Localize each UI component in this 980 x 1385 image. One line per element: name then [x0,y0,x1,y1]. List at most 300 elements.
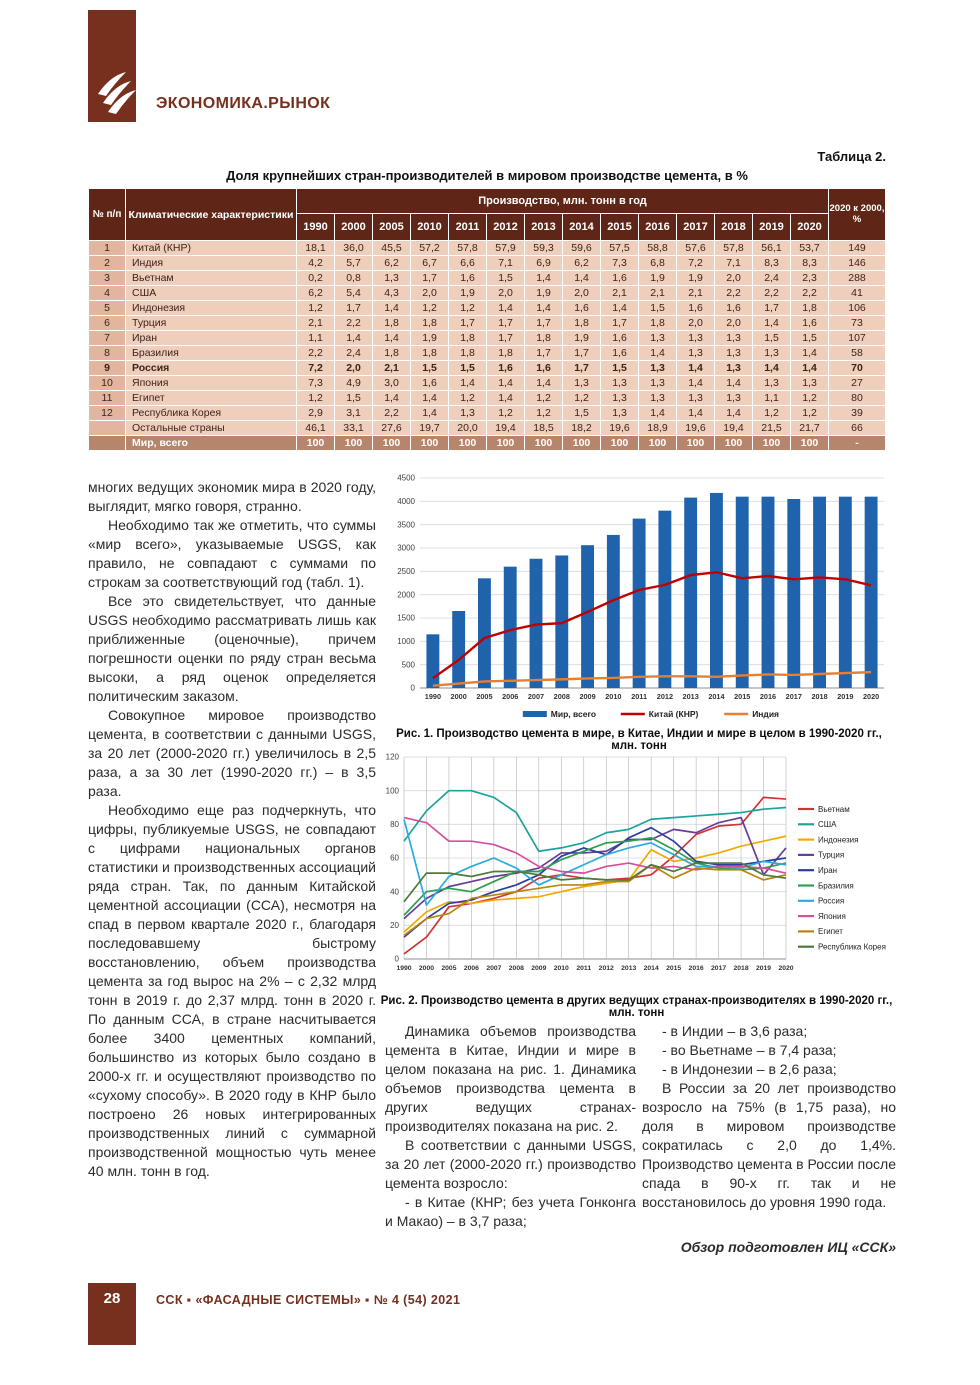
row-number-cell: 9 [89,361,126,376]
section-title: ЭКОНОМИКА.РЫНОК [156,95,331,112]
table-row [89,436,886,451]
value-cell: 57,5 [601,241,639,256]
value-cell: 6,2 [373,256,411,271]
country-name-cell: Турция [126,316,297,331]
value-cell: 2,2 [715,286,753,301]
value-cell: 1,8 [449,346,487,361]
value-cell: 0,8 [335,271,373,286]
country-name-cell: Индонезия [126,301,297,316]
value-cell: 1,8 [411,346,449,361]
value-cell: 1,4 [753,316,791,331]
value-cell: 100 [487,436,525,451]
value-cell: 1,3 [715,391,753,406]
row-number-cell [89,436,126,451]
value-cell: 100 [373,436,411,451]
value-cell: 1,3 [639,361,677,376]
table-header [89,189,886,241]
value-cell: 1,5 [753,331,791,346]
value-cell: 18,2 [563,421,601,436]
country-name-cell: Египет [126,391,297,406]
header-cell-number: № п/п [89,189,126,241]
value-cell: 1,7 [753,301,791,316]
value-cell: 2,1 [297,316,335,331]
svg-text:2007: 2007 [527,692,545,701]
country-name-cell: Республика Корея [126,406,297,421]
table-label: Таблица 2. [817,149,886,164]
value-cell: 1,5 [411,361,449,376]
value-cell: 6,2 [297,286,335,301]
year-header-cell: 2000 [335,214,373,241]
row-number-cell: 3 [89,271,126,286]
byline: Обзор подготовлен ИЦ «ССК» [680,1239,896,1255]
svg-text:2008: 2008 [553,692,570,701]
row-number-cell: 2 [89,256,126,271]
country-name-cell: Китай (КНР) [126,241,297,256]
value-cell: 5,4 [335,286,373,301]
value-cell: 1,3 [753,346,791,361]
paragraph: Необходимо так же отметить, что суммы «мир всего», указываемые USGS, как правило, не совпадают с суммами по строкам за соответствующий год (табл. 1). [88,517,376,590]
year-header-cell: 2012 [487,214,525,241]
svg-text:2014: 2014 [643,965,659,972]
legend-label: Бразилия [818,881,854,891]
value-cell: 2,1 [601,286,639,301]
value-cell: 1,6 [449,271,487,286]
value-cell: 1,4 [449,376,487,391]
svg-text:2012: 2012 [598,965,614,972]
value-cell: 1,6 [601,346,639,361]
value-cell: 1,4 [411,406,449,421]
value-cell: 33,1 [335,421,373,436]
svg-text:2010: 2010 [553,965,569,972]
legend-label: Вьетнам [818,804,850,814]
svg-text:2005: 2005 [441,965,457,972]
ratio-cell: 27 [829,376,886,391]
value-cell: 1,2 [449,301,487,316]
svg-text:2000: 2000 [450,692,467,701]
value-cell: 3,0 [373,376,411,391]
value-cell: 1,2 [791,391,829,406]
paragraph: - во Вьетнаме – в 7,4 раза; [662,1042,837,1058]
value-cell: 1,3 [373,271,411,286]
year-header-cell: 2016 [639,214,677,241]
value-cell: 7,3 [601,256,639,271]
value-cell: 1,9 [639,271,677,286]
value-cell: 1,5 [791,331,829,346]
row-number-cell: 7 [89,331,126,346]
row-number-cell: 1 [89,241,126,256]
country-name-cell: Индия [126,256,297,271]
svg-text:2018: 2018 [811,692,828,701]
value-cell: 1,5 [449,361,487,376]
value-cell: 1,5 [601,361,639,376]
value-cell: 4,9 [335,376,373,391]
value-cell: 1,7 [563,361,601,376]
ratio-cell: - [829,436,886,451]
value-cell: 1,5 [639,301,677,316]
paragraph: многих ведущих экономик мира в 2020 году, выглядит, мягко говоря, странно. [88,479,376,514]
value-cell: 36,0 [335,241,373,256]
value-cell: 1,4 [715,406,753,421]
svg-text:2007: 2007 [486,965,502,972]
paragraph: Совокупное мировое производство цемента, в соответствии с данными USGS, за 20 лет (2000-2020 гг.) увеличилось в 2,5 раза, а за 30 лет (1990-2020 гг.) – в 3,5 раза. [88,707,376,799]
ratio-cell: 41 [829,286,886,301]
value-cell: 1,4 [373,391,411,406]
value-cell: 1,7 [601,316,639,331]
value-cell: 1,2 [449,391,487,406]
value-cell: 2,2 [373,406,411,421]
value-cell: 1,4 [373,301,411,316]
value-cell: 1,2 [487,406,525,421]
table-row [89,271,886,286]
legend-label: Россия [818,896,845,906]
value-cell: 2,2 [335,316,373,331]
ratio-cell: 66 [829,421,886,436]
value-cell: 1,4 [487,391,525,406]
value-cell: 1,3 [601,406,639,421]
value-cell: 1,9 [449,286,487,301]
svg-text:2018: 2018 [733,965,749,972]
figure2-caption: Рис. 2. Производство цемента в других ведущих странах-производителях в 1990-2020 гг., млн. тонн [380,995,893,1019]
value-cell: 100 [639,436,677,451]
svg-text:2020: 2020 [778,965,794,972]
ratio-cell: 70 [829,361,886,376]
value-cell: 1,8 [563,316,601,331]
value-cell: 1,3 [639,331,677,346]
value-cell: 1,4 [525,271,563,286]
production-share-table [88,188,886,451]
year-header-cell: 2013 [525,214,563,241]
svg-text:2014: 2014 [708,692,725,701]
value-cell: 100 [525,436,563,451]
row-number-cell: 5 [89,301,126,316]
value-cell: 1,8 [373,346,411,361]
value-cell: 1,7 [487,331,525,346]
value-cell: 2,4 [753,271,791,286]
value-cell: 1,4 [411,391,449,406]
country-name-cell: Япония [126,376,297,391]
value-cell: 1,4 [639,406,677,421]
value-cell: 2,1 [373,361,411,376]
table-row [89,421,886,436]
value-cell: 1,6 [601,331,639,346]
value-cell: 1,4 [639,346,677,361]
value-cell: 1,4 [791,346,829,361]
svg-text:2008: 2008 [508,965,524,972]
value-cell: 1,7 [487,316,525,331]
value-cell: 3,1 [335,406,373,421]
value-cell: 1,8 [525,331,563,346]
country-name-cell: Бразилия [126,346,297,361]
value-cell: 21,5 [753,421,791,436]
value-cell: 1,9 [411,331,449,346]
value-cell: 1,2 [525,406,563,421]
value-cell: 1,8 [639,316,677,331]
paragraph: - в Китае (КНР; без учета Гонконга и Макао) – в 3,7 раза; [385,1194,636,1229]
country-name-cell: Мир, всего [126,436,297,451]
value-cell: 1,2 [791,406,829,421]
paragraph: Все это свидетельствует, что данные USGS необходимо рассматривать лишь как приближенные (оценочные), причем погрешности оценки по ряду стран весьма высоки, а ряд оценок определяется политическим заказом. [88,593,376,704]
header-cell-ratio: 2020 к 2000, % [829,189,886,241]
value-cell: 6,9 [525,256,563,271]
value-cell: 100 [411,436,449,451]
legend-label: Египет [818,927,843,937]
svg-text:2011: 2011 [576,965,592,972]
svg-text:1990: 1990 [396,965,412,972]
svg-text:2006: 2006 [463,965,479,972]
value-cell: 2,0 [715,271,753,286]
ratio-cell: 106 [829,301,886,316]
value-cell: 1,4 [677,376,715,391]
value-cell: 1,8 [449,331,487,346]
legend-label: Республика Корея [818,942,886,952]
value-cell: 1,7 [411,271,449,286]
value-cell: 5,7 [335,256,373,271]
value-cell: 1,2 [563,391,601,406]
ratio-cell: 80 [829,391,886,406]
value-cell: 100 [601,436,639,451]
ratio-cell: 73 [829,316,886,331]
value-cell: 1,3 [601,391,639,406]
value-cell: 1,2 [525,391,563,406]
value-cell: 1,9 [525,286,563,301]
value-cell: 1,6 [791,316,829,331]
value-cell: 1,4 [373,331,411,346]
year-header-cell: 2020 [791,214,829,241]
value-cell: 1,3 [715,331,753,346]
svg-text:4000: 4000 [397,496,415,506]
table-title: Доля крупнейших стран-производителей в мировом производстве цемента, в % [226,168,748,183]
value-cell: 45,5 [373,241,411,256]
legend-label: Мир, всего [550,709,597,719]
value-cell: 1,5 [563,406,601,421]
year-header-cell: 2015 [601,214,639,241]
value-cell: 1,7 [449,316,487,331]
page-number: 28 [103,1290,121,1307]
value-cell: 2,0 [335,361,373,376]
value-cell: 100 [449,436,487,451]
value-cell: 2,0 [563,286,601,301]
country-name-cell: США [126,286,297,301]
value-cell: 100 [297,436,335,451]
svg-text:4500: 4500 [397,473,415,483]
value-cell: 2,2 [297,346,335,361]
value-cell: 19,4 [487,421,525,436]
article-column-left [88,478,376,1181]
value-cell: 1,7 [335,301,373,316]
svg-text:2012: 2012 [656,692,674,701]
value-cell: 1,8 [487,346,525,361]
value-cell: 57,2 [411,241,449,256]
country-name-cell: Россия [126,361,297,376]
value-cell: 18,9 [639,421,677,436]
publisher-logo [88,10,136,122]
legend-label: Япония [818,911,846,921]
article-column-right [642,1022,896,1257]
value-cell: 18,5 [525,421,563,436]
country-name-cell: Иран [126,331,297,346]
paragraph: - в Индонезии – в 2,6 раза; [662,1061,837,1077]
svg-text:2019: 2019 [755,965,772,972]
row-number-cell: 8 [89,346,126,361]
value-cell: 19,4 [715,421,753,436]
svg-text:2009: 2009 [531,965,547,972]
svg-text:120: 120 [385,752,399,762]
figure1-caption: Рис. 1. Производство цемента в мире, в Китае, Индии и мире в целом в 1990-2020 гг., млн. тонн [396,728,882,752]
value-cell: 1,6 [525,361,563,376]
value-cell: 1,7 [563,346,601,361]
value-cell: 1,3 [715,361,753,376]
value-cell: 1,4 [715,376,753,391]
svg-text:2000: 2000 [418,965,435,972]
year-header-cell: 2011 [449,214,487,241]
figure2-chart [378,747,895,987]
table-row [89,286,886,301]
value-cell: 100 [677,436,715,451]
paragraph: В соответствии с данными USGS, за 20 лет (2000-2020 гг.) производство цемента возросло: [385,1137,636,1191]
year-header-cell: 1990 [297,214,335,241]
value-cell: 100 [791,436,829,451]
svg-text:80: 80 [390,819,399,829]
value-cell: 57,8 [715,241,753,256]
value-cell: 1,3 [677,391,715,406]
svg-text:2019: 2019 [837,692,854,701]
country-name-cell: Остальные страны [126,421,297,436]
value-cell: 1,7 [525,316,563,331]
value-cell: 1,3 [449,406,487,421]
svg-text:0: 0 [394,954,399,964]
value-cell: 2,4 [335,346,373,361]
value-cell: 1,6 [677,301,715,316]
value-cell: 27,6 [373,421,411,436]
value-cell: 2,0 [411,286,449,301]
ratio-cell: 107 [829,331,886,346]
row-number-cell: 4 [89,286,126,301]
ratio-cell: 149 [829,241,886,256]
value-cell: 2,2 [753,286,791,301]
table-row [89,376,886,391]
value-cell: 1,8 [791,301,829,316]
svg-text:2017: 2017 [785,692,802,701]
footer-issue-text: ССК ▪ «ФАСАДНЫЕ СИСТЕМЫ» ▪ № 4 (54) 2021 [156,1293,461,1307]
value-cell: 1,2 [297,301,335,316]
article-column-middle [385,1022,636,1231]
value-cell: 2,2 [791,286,829,301]
value-cell: 1,6 [487,361,525,376]
value-cell: 59,6 [563,241,601,256]
value-cell: 7,1 [487,256,525,271]
svg-text:2006: 2006 [502,692,519,701]
ratio-cell: 288 [829,271,886,286]
value-cell: 56,1 [753,241,791,256]
value-cell: 1,4 [487,301,525,316]
value-cell: 21,7 [791,421,829,436]
value-cell: 2,0 [487,286,525,301]
header-cell-group: Производство, млн. тонн в год [297,189,829,214]
svg-text:2009: 2009 [579,692,596,701]
value-cell: 7,3 [297,376,335,391]
value-cell: 6,2 [563,256,601,271]
value-cell: 1,4 [487,376,525,391]
value-cell: 2,3 [791,271,829,286]
ratio-cell: 58 [829,346,886,361]
value-cell: 1,4 [753,361,791,376]
value-cell: 53,7 [791,241,829,256]
value-cell: 1,8 [373,316,411,331]
value-cell: 100 [563,436,601,451]
row-number-cell: 10 [89,376,126,391]
value-cell: 1,3 [563,376,601,391]
table-row [89,391,886,406]
value-cell: 1,3 [791,376,829,391]
value-cell: 1,3 [601,376,639,391]
svg-text:2013: 2013 [621,965,637,972]
value-cell: 1,6 [601,271,639,286]
value-cell: 1,8 [411,316,449,331]
value-cell: 1,4 [791,361,829,376]
table-row [89,256,886,271]
legend-swatch [523,711,547,717]
value-cell: 19,6 [601,421,639,436]
value-cell: 58,8 [639,241,677,256]
row-number-cell: 6 [89,316,126,331]
country-name-cell: Вьетнам [126,271,297,286]
value-cell: 1,4 [525,376,563,391]
value-cell: 6,8 [639,256,677,271]
paragraph: - в Индии – в 3,6 раза; [662,1023,808,1039]
value-cell: 1,6 [715,301,753,316]
value-cell: 4,3 [373,286,411,301]
value-cell: 18,1 [297,241,335,256]
value-cell: 2,0 [715,316,753,331]
value-cell: 1,3 [639,376,677,391]
svg-text:2015: 2015 [666,965,682,972]
value-cell: 100 [753,436,791,451]
svg-text:3500: 3500 [397,520,415,530]
legend-label: Индия [752,709,780,719]
value-cell: 1,1 [297,331,335,346]
value-cell: 4,2 [297,256,335,271]
svg-text:2500: 2500 [397,566,415,576]
value-cell: 57,9 [487,241,525,256]
svg-text:60: 60 [390,853,399,863]
row-number-cell: 11 [89,391,126,406]
table-row [89,316,886,331]
ratio-cell: 146 [829,256,886,271]
value-cell: 2,9 [297,406,335,421]
svg-text:0: 0 [410,683,415,693]
table-body [89,241,886,451]
value-cell: 2,0 [677,316,715,331]
svg-text:1500: 1500 [397,613,415,623]
table-row [89,301,886,316]
year-header-cell: 2005 [373,214,411,241]
svg-text:2005: 2005 [476,692,493,701]
value-cell: 1,5 [335,391,373,406]
svg-text:2020: 2020 [862,692,880,701]
value-cell: 7,1 [715,256,753,271]
figure1-chart [390,470,888,720]
value-cell: 1,3 [753,376,791,391]
legend-label: США [818,820,837,830]
svg-text:40: 40 [390,887,399,897]
value-cell: 1,2 [411,301,449,316]
value-cell: 1,4 [677,406,715,421]
value-cell: 1,9 [677,271,715,286]
value-cell: 1,2 [753,406,791,421]
legend-label: Индонезия [818,835,859,845]
legend-label: Иран [818,866,838,875]
paragraph: В России за 20 лет производство возросло на 75% (в 1,75 раза), но доля в мировом производстве сократилась с 2,0 до 1,4%. Производство цемента в России после спада в 90-х гг. так и не восстановилось до уровня 1990 года. [642,1080,896,1210]
